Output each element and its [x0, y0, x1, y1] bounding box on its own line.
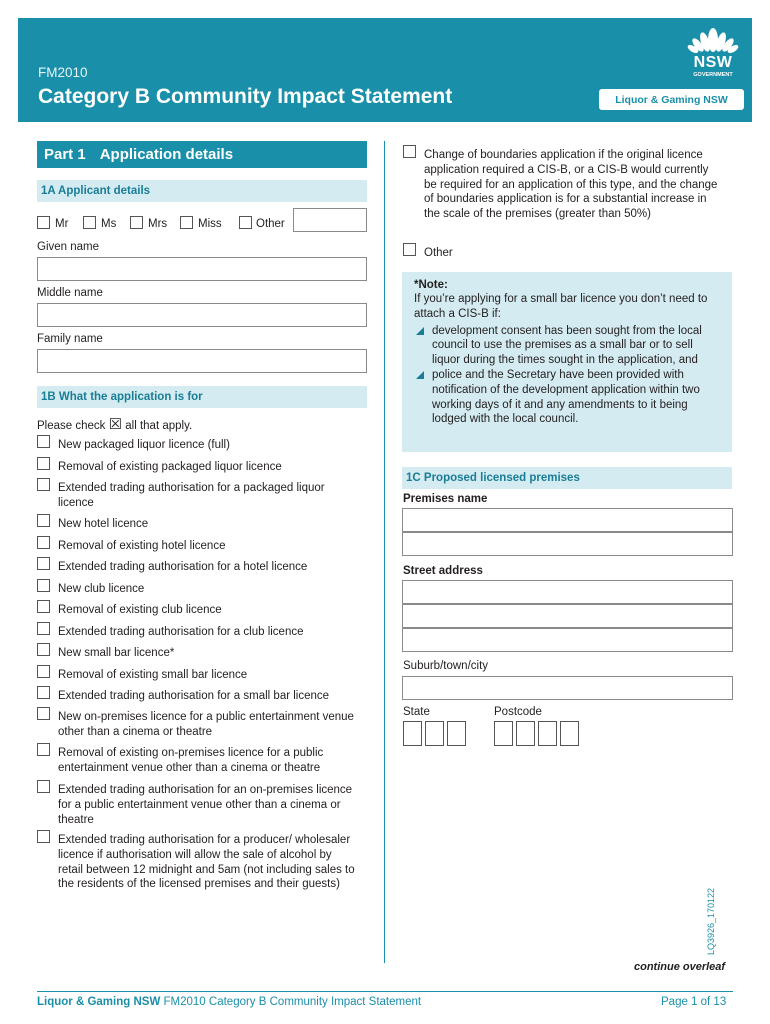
app-type-checkbox[interactable]	[37, 435, 50, 448]
logo-nsw: NSW	[693, 54, 733, 71]
part-number: Part 1	[44, 146, 86, 163]
app-type-checkbox[interactable]	[37, 830, 50, 843]
middle-name-input[interactable]	[37, 303, 367, 327]
title-other-label: Other	[256, 218, 285, 230]
app-type-label: Removal of existing on-premises licence for a public entertainment venue other than a cinema or theatre	[58, 747, 324, 774]
app-type-checkbox[interactable]	[37, 665, 50, 678]
title-mrs-checkbox[interactable]	[130, 216, 143, 229]
footer-brand: Liquor & Gaming NSW	[37, 996, 161, 1008]
state-input-char[interactable]	[403, 721, 422, 746]
app-type-checkbox[interactable]	[37, 743, 50, 756]
premises-name-label: Premises name	[403, 493, 488, 505]
state-input-char[interactable]	[425, 721, 444, 746]
change-boundaries-label: Change of boundaries application if the original licence application required a CIS-B, or a CIS-B would currently be required for an application of this type, and the change of boundaries application is for a substantial increase in the scale of the premises (greater than 50%)	[424, 149, 718, 221]
state-input-char[interactable]	[447, 721, 466, 746]
app-type-label: Extended trading authorisation for a packaged liquor licence	[58, 482, 325, 509]
app-type-label: Removal of existing small bar licence	[58, 669, 248, 681]
footer-divider	[37, 991, 733, 992]
family-name-label: Family name	[37, 333, 103, 345]
title-miss-label: Miss	[198, 218, 222, 230]
note-bullet-item	[414, 324, 720, 368]
instruction-text	[37, 415, 192, 433]
app-type-label: New packaged liquor licence (full)	[58, 439, 230, 451]
nsw-government-logo	[685, 24, 741, 80]
postcode-input-digit[interactable]	[516, 721, 535, 746]
section-1c-banner: 1C Proposed licensed premises	[402, 467, 732, 489]
street-address-label: Street address	[403, 565, 483, 577]
title-mrs-label: Mrs	[148, 218, 168, 230]
app-type-checkbox[interactable]	[37, 622, 50, 635]
footer-doc-title: FM2010 Category B Community Impact Statement	[163, 996, 422, 1008]
title-ms-label: Ms	[101, 218, 117, 230]
app-type-label: Extended trading authorisation for a small bar licence	[58, 690, 330, 702]
app-type-label: Removal of existing packaged liquor licence	[58, 461, 282, 473]
page-number: Page 1 of 13	[661, 996, 727, 1008]
continue-overleaf: continue overleaf	[634, 961, 726, 973]
note-bullet-item	[414, 368, 720, 427]
app-type-label: New on-premises licence for a public entertainment venue other than a cinema or theatre	[58, 711, 354, 738]
app-type-checkbox[interactable]	[37, 643, 50, 656]
triangle-bullet-icon	[416, 327, 424, 335]
postcode-input-digit[interactable]	[538, 721, 557, 746]
waratah-icon	[685, 24, 741, 54]
page-title: Category B Community Impact Statement	[38, 85, 453, 108]
family-name-input[interactable]	[37, 349, 367, 373]
app-type-checkbox[interactable]	[37, 478, 50, 491]
title-miss-checkbox[interactable]	[180, 216, 193, 229]
app-type-checkbox[interactable]	[37, 536, 50, 549]
app-type-label: Removal of existing hotel licence	[58, 540, 226, 552]
note-bullet-text: development consent has been sought from the local council to use the premises as a small bar or to sell liquor during the times sought in the application, and	[432, 324, 702, 367]
app-type-label: Extended trading authorisation for an on-premises licence for a public entertainment venue other than a cinema or theatre	[58, 784, 353, 826]
triangle-bullet-icon	[416, 371, 424, 379]
section-1b-banner: 1B What the application is for	[37, 386, 367, 408]
header-banner	[18, 18, 752, 122]
form-reference-code: LQ3926_170122	[706, 887, 716, 955]
checked-box-icon: ☒	[108, 416, 123, 433]
other-application-checkbox[interactable]	[403, 243, 416, 256]
column-divider	[384, 141, 385, 963]
note-title: *Note:	[414, 279, 448, 291]
street-address-input-line2[interactable]	[402, 604, 733, 628]
app-type-checkbox[interactable]	[37, 514, 50, 527]
app-type-checkbox[interactable]	[37, 686, 50, 699]
postcode-input-digit[interactable]	[494, 721, 513, 746]
app-type-label: Removal of existing club licence	[58, 604, 222, 616]
title-mr-checkbox[interactable]	[37, 216, 50, 229]
change-boundaries-checkbox[interactable]	[403, 145, 416, 158]
given-name-input[interactable]	[37, 257, 367, 281]
postcode-input-digit[interactable]	[560, 721, 579, 746]
given-name-label: Given name	[37, 241, 100, 253]
app-type-label: Extended trading authorisation for a hotel licence	[58, 561, 308, 573]
other-application-label: Other	[424, 247, 453, 259]
note-bullet-text: police and the Secretary have been provided with notification of the development application within two working days of it and any amendments to it being lodged with the local council.	[432, 368, 700, 426]
app-type-checkbox[interactable]	[37, 707, 50, 720]
part-1-banner	[37, 141, 367, 168]
title-other-checkbox[interactable]	[239, 216, 252, 229]
app-type-label: New hotel licence	[58, 518, 149, 530]
title-ms-checkbox[interactable]	[83, 216, 96, 229]
section-1a-banner: 1A Applicant details	[37, 180, 367, 202]
street-address-input-line3[interactable]	[402, 628, 733, 652]
suburb-label: Suburb/town/city	[403, 660, 489, 672]
app-type-label: New club licence	[58, 583, 145, 595]
app-type-checkbox[interactable]	[37, 579, 50, 592]
form-code: FM2010	[38, 65, 88, 80]
instruction-pre: Please check	[37, 420, 106, 432]
footer-title	[37, 996, 421, 1008]
suburb-input[interactable]	[402, 676, 733, 700]
instruction-post: all that apply.	[125, 420, 193, 432]
middle-name-label: Middle name	[37, 287, 103, 299]
app-type-checkbox[interactable]	[37, 600, 50, 613]
small-bar-note	[402, 272, 732, 452]
postcode-label: Postcode	[494, 706, 542, 718]
state-label: State	[403, 706, 430, 718]
app-type-label: Extended trading authorisation for a club licence	[58, 626, 304, 638]
part-title: Application details	[99, 146, 234, 163]
app-type-label: Extended trading authorisation for a producer/ wholesaler licence if authorisation will allow the sale of alcohol by retail between 12 midnight and 5am (not including sales to the residents of the licensed premises and their guests)	[58, 834, 355, 891]
logo-government: GOVERNMENT	[693, 72, 733, 78]
street-address-input-line1[interactable]	[402, 580, 733, 604]
title-other-input[interactable]	[293, 208, 367, 232]
app-type-checkbox[interactable]	[37, 457, 50, 470]
agency-badge: Liquor & Gaming NSW	[599, 89, 744, 110]
premises-name-input-line1[interactable]	[402, 508, 733, 532]
note-intro: If you’re applying for a small bar licence you don’t need to attach a CIS-B if:	[414, 293, 708, 320]
app-type-checkbox[interactable]	[37, 780, 50, 793]
app-type-label: New small bar licence*	[58, 647, 175, 659]
premises-name-input-line2[interactable]	[402, 532, 733, 556]
title-mr-label: Mr	[55, 218, 69, 230]
app-type-checkbox[interactable]	[37, 557, 50, 570]
